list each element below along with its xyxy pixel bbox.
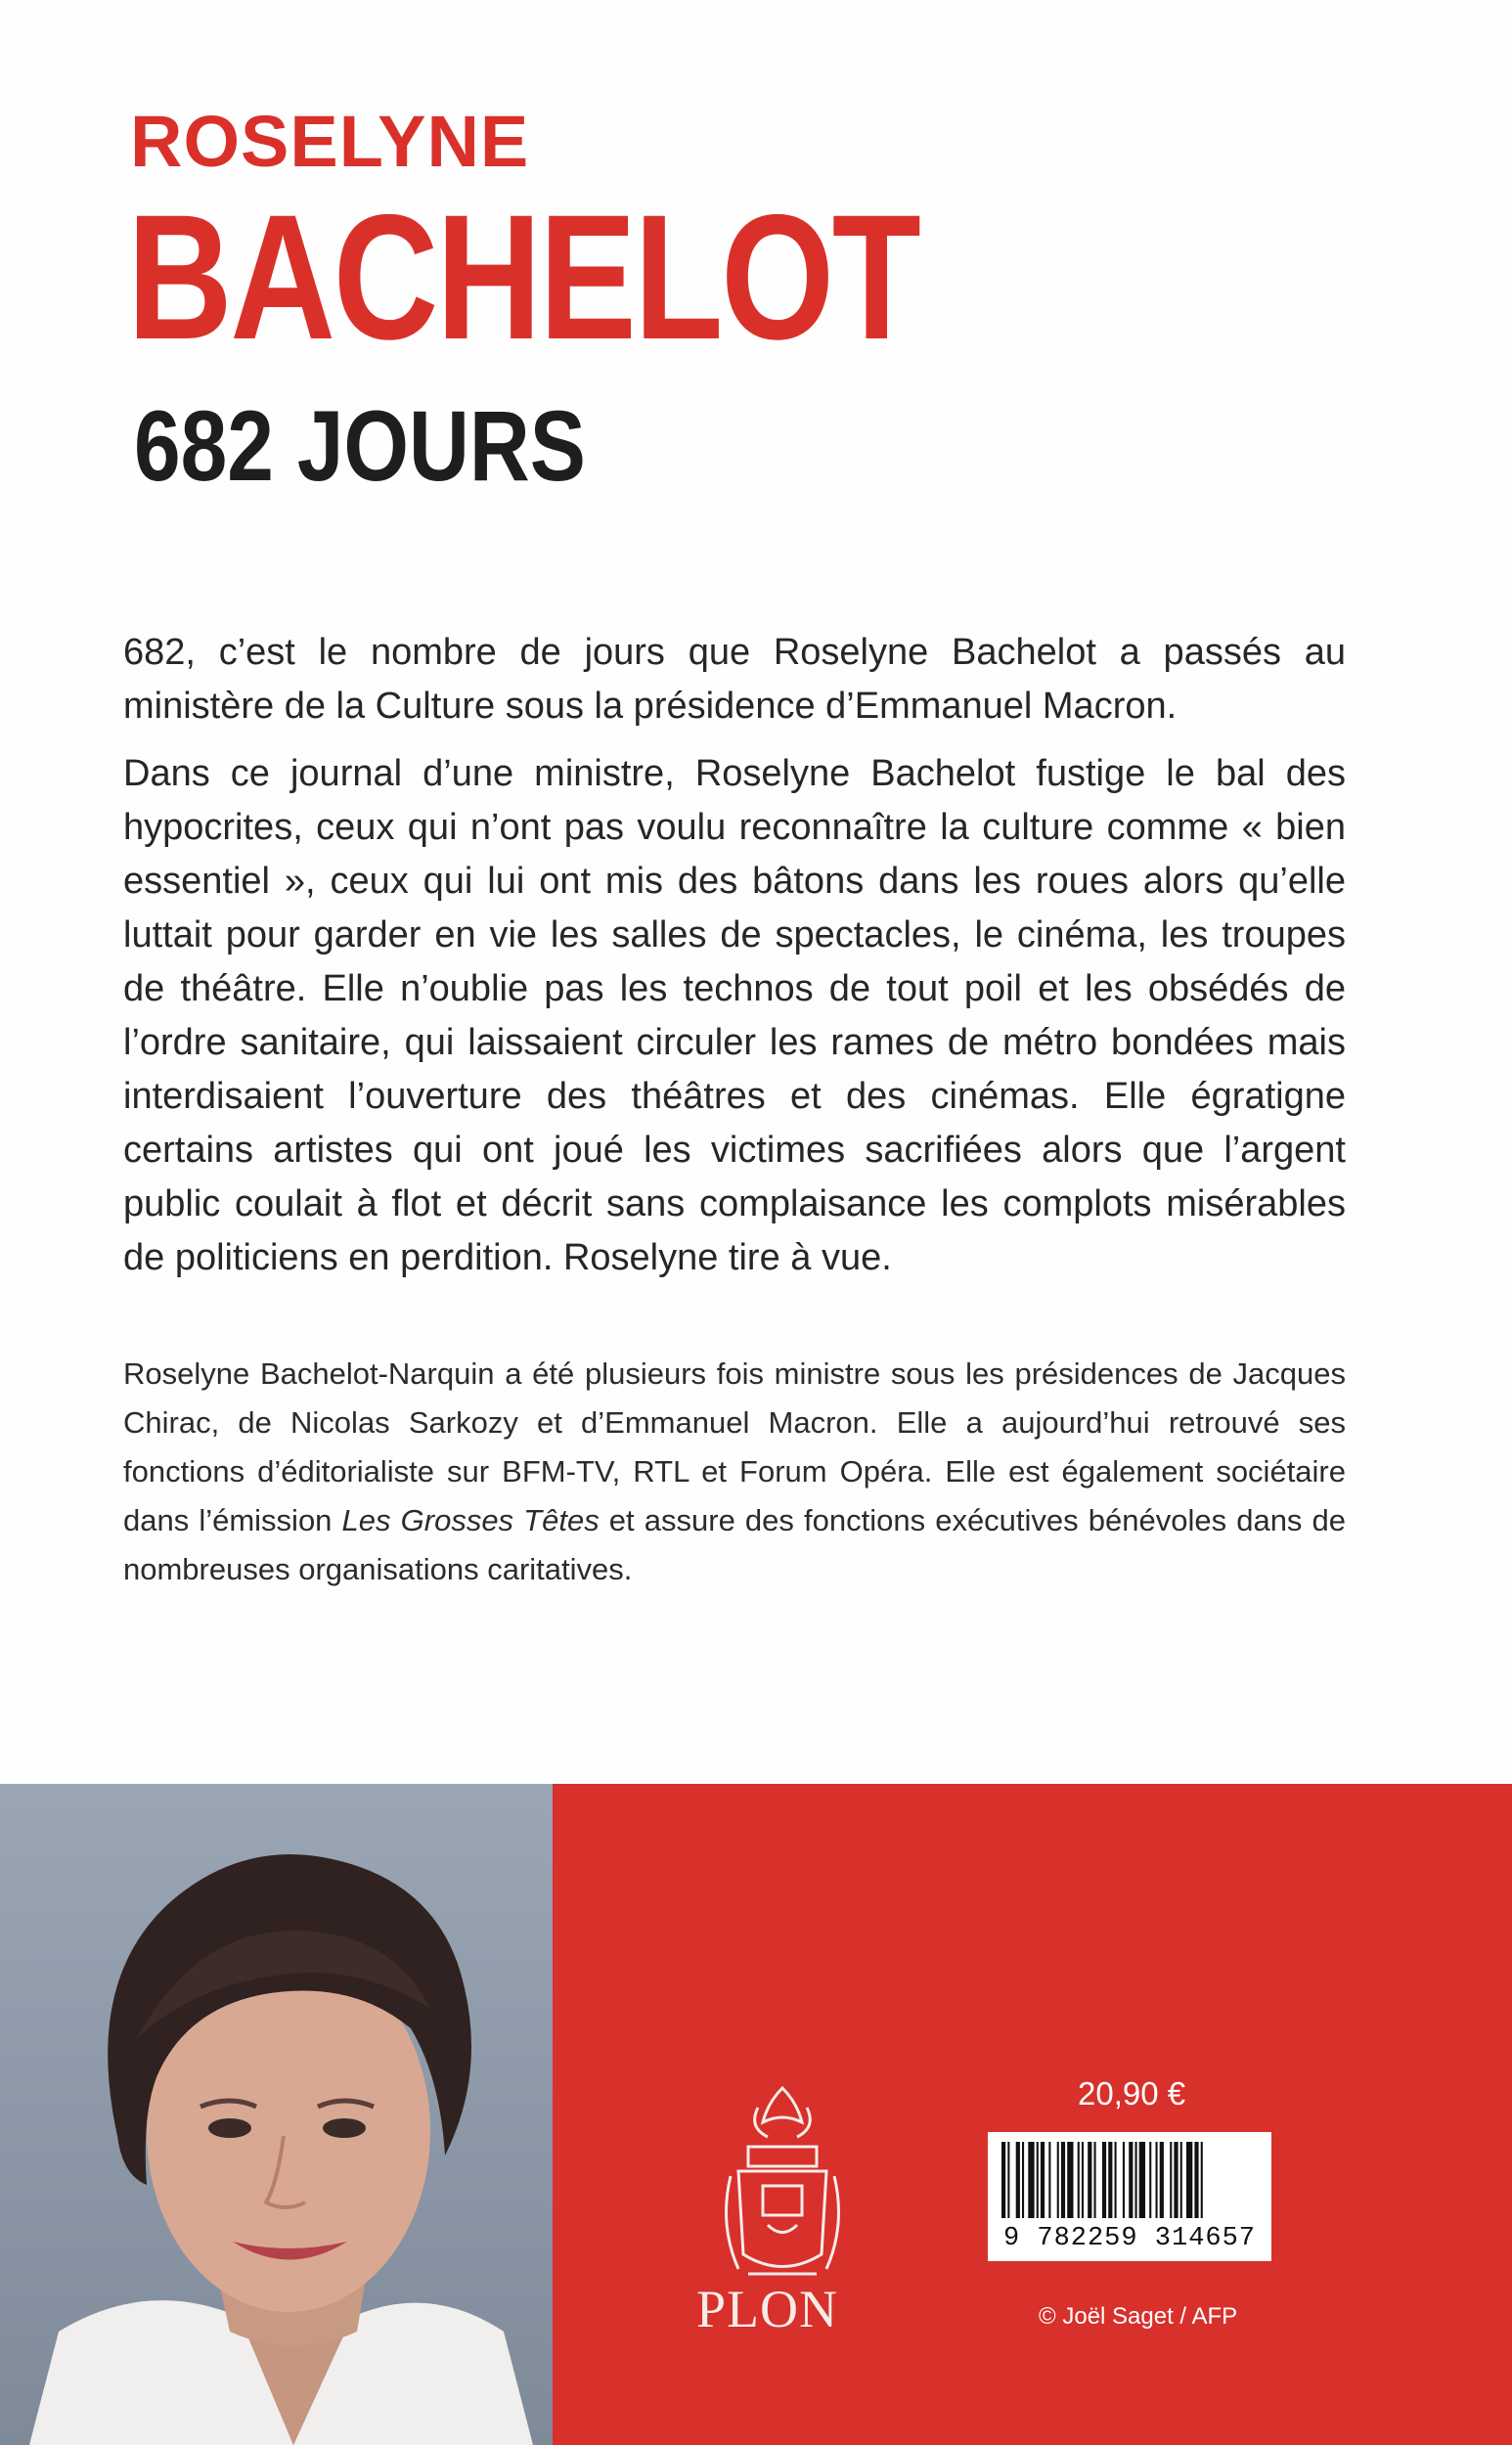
barcode-bar	[1102, 2142, 1106, 2218]
barcode-bar	[1022, 2142, 1024, 2218]
bio-text-start: Roselyne Bachelot-Narquin a été plusieurs fois ministre sous les présidences de Jacques Chirac, de Nicolas Sarkozy et d’Emmanuel Macron. Elle a aujourd’hui retrouvé ses fonctions d’éditorialiste sur BFM-TV, RTL et Forum Opéra. Elle est également sociétaire dans l’émission	[123, 1356, 1346, 1537]
barcode-bar	[1115, 2142, 1117, 2218]
plon-crest-drawing	[709, 2078, 856, 2289]
barcode-bar	[1001, 2142, 1005, 2218]
author-last-name: BACHELOT	[127, 177, 919, 377]
bio-text-end: et assure des fonctions exécutives bénévoles dans de nombreuses organisations caritatives.	[123, 1503, 1347, 1586]
publisher-name: PLON	[696, 2280, 839, 2338]
barcode-bar	[1186, 2142, 1192, 2218]
barcode-bar	[1016, 2142, 1020, 2218]
barcode-bar	[1078, 2142, 1080, 2218]
barcode-bar	[1123, 2142, 1125, 2218]
barcode-bar	[1028, 2142, 1034, 2218]
barcode-number: 9 782259 314657	[1002, 2224, 1257, 2253]
barcode-bar	[1139, 2142, 1145, 2218]
barcode-bar	[1057, 2142, 1059, 2218]
barcode-bar	[1041, 2142, 1045, 2218]
bio-show-title: Les Grosses Têtes	[341, 1503, 600, 1537]
author-bio-paragraph	[123, 1350, 1346, 1594]
barcode-bar	[1160, 2142, 1164, 2218]
photo-credit: © Joël Saget / AFP	[1039, 2303, 1238, 2330]
author-portrait-image	[0, 1784, 553, 2445]
barcode-bar	[1048, 2142, 1050, 2218]
barcode-bar	[1037, 2142, 1039, 2218]
book-title: 682 JOURS	[134, 390, 586, 502]
barcode-bar	[1156, 2142, 1158, 2218]
blurb-paragraph-2: Dans ce journal d’une ministre, Roselyne Bachelot fustige le bal des hypocrites, ceux qui n’ont pas voulu reconnaître la culture comme « bien essentiel », ceux qui lui ont mis des bâtons dans les roues alors qu’elle luttait pour garder en vie les salles de spectacles, le cinéma, les troupes de théâtre. Elle n’oublie pas les technos de tout poil et les obsédés de l’ordre sanitaire, qui laissaient circuler les rames de métro bondées mais interdisaient l’ouverture des théâtres et des cinémas. Elle égratigne certains artistes qui ont joué les victimes sacrifiées alors que l’argent public coulait à flot et décrit sans complaisance les complots misérables de politiciens en perdition. Roselyne tire à vue.	[123, 753, 1346, 1278]
author-portrait-drawing	[0, 1784, 553, 2445]
ean-barcode-icon	[988, 2132, 1271, 2261]
barcode-bar	[1149, 2142, 1151, 2218]
barcode-bar	[1201, 2142, 1203, 2218]
back-cover-blurb	[123, 626, 1346, 1299]
author-first-name: ROSELYNE	[130, 101, 530, 182]
barcode-bar	[1180, 2142, 1182, 2218]
barcode-bar	[1170, 2142, 1172, 2218]
barcode-bar	[1007, 2142, 1009, 2218]
blurb-paragraph-1: 682, c’est le nombre de jours que Roselyne Bachelot a passés au ministère de la Culture sous la présidence d’Emmanuel Macron.	[123, 632, 1346, 727]
barcode-bars	[988, 2132, 1271, 2230]
red-panel	[553, 1784, 1512, 2445]
barcode-bar	[1094, 2142, 1096, 2218]
barcode-bar	[1135, 2142, 1137, 2218]
barcode-bar	[1088, 2142, 1091, 2218]
price-label: 20,90 €	[1078, 2075, 1186, 2112]
author-bio	[123, 1350, 1346, 1594]
barcode-bar	[1194, 2142, 1198, 2218]
barcode-bar	[1108, 2142, 1112, 2218]
barcode-bar	[1174, 2142, 1178, 2218]
barcode-bar	[1082, 2142, 1084, 2218]
plon-crest-icon	[709, 2078, 856, 2289]
barcode-bar	[1129, 2142, 1133, 2218]
barcode-bar	[1067, 2142, 1073, 2218]
barcode-bar	[1061, 2142, 1065, 2218]
